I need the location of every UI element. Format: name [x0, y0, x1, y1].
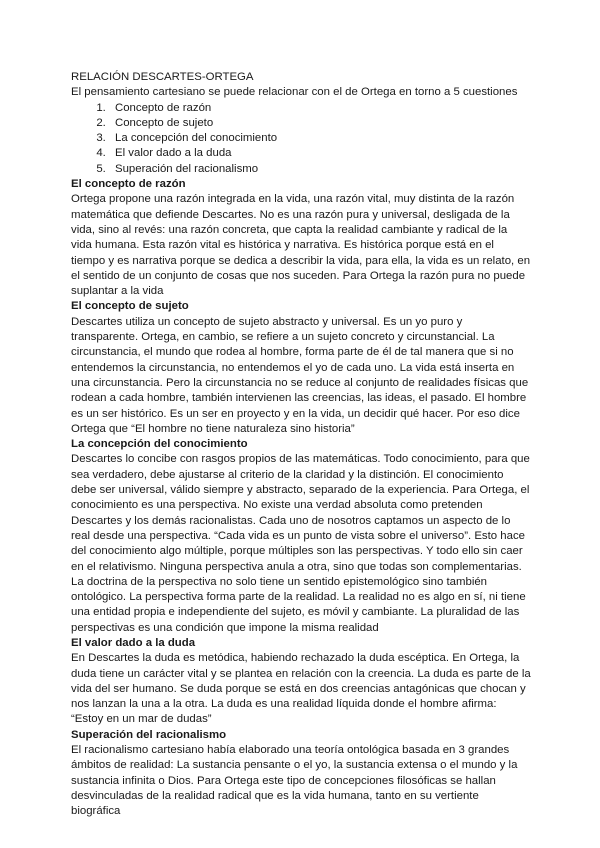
topic-item: 5. Superación del racionalismo — [109, 162, 531, 177]
topic-item: 4. El valor dado a la duda — [109, 146, 531, 161]
section-heading-sujeto: El concepto de sujeto — [71, 300, 189, 313]
section-heading-racionalismo: Superación del racionalismo — [71, 728, 227, 741]
section-text-sujeto: Descartes utiliza un concepto de sujeto abstracto y universal. Es un yo puro y transparente. Ortega, en cambio, se refiere a un sujeto concreto y circunstancial. La circunstancia, el mundo que rodea al hombre, forma parte de él de tal manera que si no entendemos la circunstancia, no entendemos el yo de cada uno. La vida está inserta en una circunstancia. Pero la circunstancia no se reduce al conjunto de realidades físicas que rodean a cada hombre, también intervienen las creencias, las ideas, el pasado. El hombre es un ser histórico. Es un ser en proyecto y en la vida, un decidir qué hacer. Por eso dice Ortega que “El hombre no tiene naturaleza sino historia” — [71, 315, 529, 435]
section-text-duda: En Descartes la duda es metódica, habiendo rechazado la duda escéptica. En Ortega, la duda tiene un carácter vital y se plantea en relación con la creencia. La duda es parte de la vida del ser humano. Se duda porque se está en dos creencias antagónicas que chocan y nos lanzan la una a la otra. La duda es una realidad líquida donde el hombre afirma: “Estoy en un mar de dudas” — [71, 652, 531, 726]
topic-item: 3. La concepción del conocimiento — [109, 131, 531, 146]
document-title: RELACIÓN DESCARTES-ORTEGA — [71, 71, 254, 83]
section-text-conocimiento: Descartes lo concibe con rasgos propios de las matemáticas. Todo conocimiento, para que sea verdadero, debe ajustarse al criterio de la claridad y la distinción. El conocimiento debe ser universal, válido siempre y abstracto, separado de la experiencia. Para Ortega, el conocimiento es una perspectiva. No existe una verdad absoluta como pretenden Descartes y los demás racionalistas. Cada uno de nosotros captamos un aspecto de lo real desde una perspectiva. “Cada vida es un punto de vista sobre el universo”. Esto hace del conocimiento algo múltiple, porque múltiples son las perspectivas. Y todo ello sin caer en el relativismo. Ninguna perspectiva anula a otra, sino que todas son complementarias. La doctrina de la perspectiva no solo tiene un sentido epistemológico sino también ontológico. La perspectiva forma parte de la realidad. La realidad no es algo en sí, ni tiene una entidad propia e independiente del sujeto, es móvil y cambiante. La pluralidad de las perspectivas es una condición que impone la misma realidad — [71, 453, 530, 634]
section-heading-duda: El valor dado a la duda — [71, 636, 196, 649]
section-text-razon: Ortega propone una razón integrada en la vida, una razón vital, muy distinta de la razón matemática que defiende Descartes. No es una razón pura y universal, desligada de la vida, sino al revés: una razón concreta, que capta la realidad cambiante y radical de la vida humana. Esta razón vital es histórica y narrativa. Es histórica porque está en el tiempo y es narrativa porque se dedica a describir la vida, para ella, la vida es un relato, en el sentido de un conjunto de cosas que nos suceden. Para Ortega la razón pura no puede suplantar a la vida — [71, 193, 531, 298]
intro-paragraph: El pensamiento cartesiano se puede relacionar con el de Ortega en torno a 5 cuestiones — [71, 86, 518, 99]
topics-list — [71, 101, 531, 177]
section-heading-razon: El concepto de razón — [71, 178, 186, 191]
topic-item: 1. Concepto de razón — [109, 101, 531, 116]
section-text-racionalismo: El racionalismo cartesiano había elaborado una teoría ontológica basada en 3 grandes ámbitos de realidad: La sustancia pensante o el yo, la sustancia extensa o el mundo y la sustancia infinita o Dios. Para Ortega este tipo de concepciones filosóficas se hallan desvinculadas de la realidad radical que es la vida humana, tanto en su vertiente biográfica — [71, 744, 518, 818]
topic-item: 2. Concepto de sujeto — [109, 116, 531, 131]
section-heading-conocimiento: La concepción del conocimiento — [71, 438, 248, 451]
document-page — [71, 70, 531, 820]
